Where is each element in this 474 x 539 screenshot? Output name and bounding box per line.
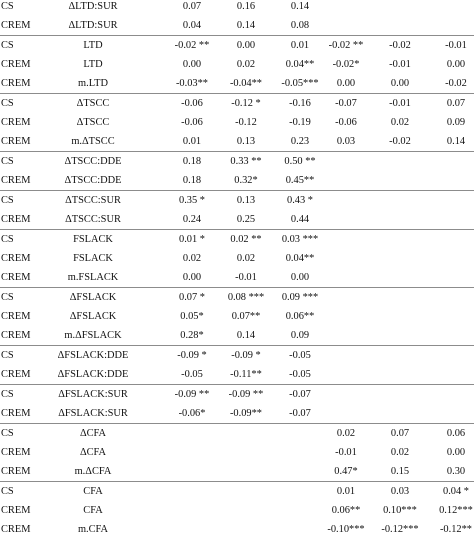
coefficient-cell: -0.10*** bbox=[327, 524, 365, 535]
coefficient-cell: -0.07 bbox=[289, 408, 311, 419]
variable-label: CFA bbox=[83, 505, 103, 516]
variable-label: ΔTSCC:DDE bbox=[64, 156, 122, 167]
coefficient-cell: 0.43 * bbox=[287, 195, 313, 206]
coefficient-cell: 0.05* bbox=[180, 311, 204, 322]
model-label: CS bbox=[1, 40, 14, 51]
coefficient-cell: 0.07** bbox=[231, 311, 261, 322]
model-label: CREM bbox=[1, 117, 31, 128]
coefficient-cell: -0.16 bbox=[289, 98, 311, 109]
coefficient-cell: 0.44 bbox=[290, 214, 310, 225]
model-label: CREM bbox=[1, 330, 31, 341]
coefficient-cell: 0.09 bbox=[290, 330, 310, 341]
coefficient-cell: 0.32* bbox=[234, 175, 258, 186]
coefficient-cell: 0.14 bbox=[446, 136, 466, 147]
coefficient-cell: 0.08 bbox=[290, 20, 310, 31]
model-label: CREM bbox=[1, 59, 31, 70]
table-row bbox=[0, 404, 474, 423]
coefficient-cell: 0.00 bbox=[446, 447, 466, 458]
coefficient-cell: 0.03 *** bbox=[281, 234, 319, 245]
table-row bbox=[0, 132, 474, 151]
coefficient-cell: 0.02 bbox=[236, 253, 256, 264]
table-row bbox=[0, 113, 474, 132]
variable-label: LTD bbox=[83, 59, 103, 70]
coefficient-cell: -0.06 bbox=[181, 98, 203, 109]
coefficient-cell: 0.01 bbox=[290, 40, 310, 51]
coefficient-cell: 0.04 * bbox=[443, 486, 469, 497]
model-label: CREM bbox=[1, 524, 31, 535]
coefficient-cell: -0.07 bbox=[335, 98, 357, 109]
coefficient-cell: 0.01 * bbox=[179, 234, 205, 245]
table-row bbox=[0, 501, 474, 520]
coefficient-cell: -0.05 bbox=[289, 350, 311, 361]
table-row bbox=[0, 384, 474, 404]
coefficient-cell: -0.02 bbox=[389, 136, 411, 147]
variable-label: m.ΔTSCC bbox=[71, 136, 115, 147]
table-row bbox=[0, 268, 474, 287]
coefficient-cell: 0.00 bbox=[236, 40, 256, 51]
variable-label: CFA bbox=[83, 486, 103, 497]
variable-label: ΔFSLACK:SUR bbox=[58, 408, 128, 419]
coefficient-cell: -0.01 bbox=[235, 272, 257, 283]
model-label: CS bbox=[1, 98, 14, 109]
coefficient-cell: -0.09 * bbox=[177, 350, 207, 361]
variable-label: m.ΔCFA bbox=[74, 466, 112, 477]
coefficient-cell: 0.02 bbox=[390, 117, 410, 128]
variable-label: ΔTSCC:SUR bbox=[65, 214, 121, 225]
coefficient-cell: 0.04 bbox=[182, 20, 202, 31]
table-row bbox=[0, 307, 474, 326]
coefficient-cell: 0.13 bbox=[236, 136, 256, 147]
coefficient-cell: -0.02 bbox=[389, 40, 411, 51]
coefficient-cell: -0.19 bbox=[289, 117, 311, 128]
model-label: CS bbox=[1, 292, 14, 303]
table-row bbox=[0, 190, 474, 210]
coefficient-cell: 0.47* bbox=[334, 466, 358, 477]
table-row bbox=[0, 74, 474, 93]
model-label: CREM bbox=[1, 369, 31, 380]
coefficient-cell: 0.06** bbox=[285, 311, 315, 322]
coefficient-cell: -0.09 * bbox=[231, 350, 261, 361]
model-label: CREM bbox=[1, 466, 31, 477]
coefficient-cell: 0.00 bbox=[182, 272, 202, 283]
model-label: CS bbox=[1, 1, 14, 12]
coefficient-cell: 0.15 bbox=[390, 466, 410, 477]
coefficient-cell: 0.01 bbox=[336, 486, 356, 497]
coefficient-cell: 0.45** bbox=[285, 175, 315, 186]
table-row bbox=[0, 229, 474, 249]
coefficient-cell: -0.02 ** bbox=[328, 40, 364, 51]
coefficient-cell: -0.12** bbox=[439, 524, 473, 535]
coefficient-cell: 0.00 bbox=[182, 59, 202, 70]
table-row bbox=[0, 210, 474, 229]
coefficient-cell: -0.12 * bbox=[231, 98, 261, 109]
variable-label: ΔLTD:SUR bbox=[68, 20, 118, 31]
variable-label: ΔFSLACK:SUR bbox=[58, 389, 128, 400]
table-row bbox=[0, 93, 474, 113]
table-row bbox=[0, 171, 474, 190]
coefficient-cell: 0.02 bbox=[236, 59, 256, 70]
model-label: CREM bbox=[1, 78, 31, 89]
coefficient-cell: 0.14 bbox=[236, 330, 256, 341]
model-label: CREM bbox=[1, 136, 31, 147]
coefficient-cell: 0.50 ** bbox=[284, 156, 316, 167]
coefficient-cell: 0.14 bbox=[290, 1, 310, 12]
coefficient-cell: -0.02 ** bbox=[174, 40, 210, 51]
variable-label: ΔTSCC:SUR bbox=[65, 195, 121, 206]
table-row bbox=[0, 443, 474, 462]
coefficient-cell: 0.00 bbox=[290, 272, 310, 283]
coefficient-cell: -0.05*** bbox=[281, 78, 319, 89]
table-row bbox=[0, 151, 474, 171]
coefficient-cell: -0.02* bbox=[332, 59, 360, 70]
coefficient-cell: -0.05 bbox=[181, 369, 203, 380]
coefficient-cell: 0.13 bbox=[236, 195, 256, 206]
coefficient-cell: -0.02 bbox=[445, 78, 467, 89]
model-label: CS bbox=[1, 195, 14, 206]
coefficient-cell: -0.01 bbox=[335, 447, 357, 458]
model-label: CS bbox=[1, 234, 14, 245]
coefficient-cell: 0.09 bbox=[446, 117, 466, 128]
coefficient-cell: 0.01 bbox=[182, 136, 202, 147]
coefficient-cell: 0.09 *** bbox=[281, 292, 319, 303]
variable-label: m.ΔFSLACK bbox=[64, 330, 122, 341]
coefficient-cell: 0.00 bbox=[390, 78, 410, 89]
coefficient-cell: 0.00 bbox=[336, 78, 356, 89]
coefficient-cell: 0.04** bbox=[285, 59, 315, 70]
variable-label: ΔTSCC bbox=[76, 117, 110, 128]
model-label: CREM bbox=[1, 214, 31, 225]
variable-label: m.CFA bbox=[77, 524, 109, 535]
coefficient-cell: 0.06 bbox=[446, 428, 466, 439]
model-label: CS bbox=[1, 486, 14, 497]
coefficient-cell: 0.14 bbox=[236, 20, 256, 31]
coefficient-cell: 0.03 bbox=[390, 486, 410, 497]
coefficient-cell: -0.09** bbox=[229, 408, 263, 419]
coefficient-cell: 0.04** bbox=[285, 253, 315, 264]
variable-label: ΔFSLACK bbox=[69, 292, 117, 303]
table-row bbox=[0, 481, 474, 501]
coefficient-cell: 0.16 bbox=[236, 1, 256, 12]
model-label: CREM bbox=[1, 253, 31, 264]
coefficient-cell: -0.01 bbox=[445, 40, 467, 51]
coefficient-cell: 0.10*** bbox=[383, 505, 417, 516]
variable-label: m.LTD bbox=[78, 78, 108, 89]
coefficient-cell: 0.30 bbox=[446, 466, 466, 477]
table-row bbox=[0, 55, 474, 74]
coefficient-cell: -0.03** bbox=[175, 78, 209, 89]
coefficient-cell: -0.06 bbox=[181, 117, 203, 128]
table-row bbox=[0, 365, 474, 384]
model-label: CS bbox=[1, 389, 14, 400]
variable-label: LTD bbox=[83, 40, 103, 51]
coefficient-cell: 0.24 bbox=[182, 214, 202, 225]
coefficient-cell: -0.01 bbox=[389, 98, 411, 109]
coefficient-cell: 0.07 bbox=[390, 428, 410, 439]
variable-label: ΔCFA bbox=[79, 428, 107, 439]
coefficient-cell: -0.06 bbox=[335, 117, 357, 128]
coefficient-cell: 0.18 bbox=[182, 175, 202, 186]
coefficient-cell: -0.11** bbox=[230, 369, 262, 380]
coefficient-cell: -0.04** bbox=[229, 78, 263, 89]
coefficient-cell: 0.00 bbox=[446, 59, 466, 70]
coefficient-cell: 0.02 ** bbox=[230, 234, 262, 245]
coefficient-cell: -0.09 ** bbox=[228, 389, 264, 400]
model-label: CS bbox=[1, 350, 14, 361]
variable-label: ΔTSCC bbox=[76, 98, 110, 109]
coefficient-cell: 0.12*** bbox=[439, 505, 473, 516]
table-row bbox=[0, 249, 474, 268]
variable-label: ΔCFA bbox=[79, 447, 107, 458]
variable-label: ΔFSLACK:DDE bbox=[57, 369, 129, 380]
coefficient-cell: 0.06** bbox=[331, 505, 361, 516]
coefficient-cell: 0.28* bbox=[180, 330, 204, 341]
variable-label: ΔTSCC:DDE bbox=[64, 175, 122, 186]
coefficient-cell: -0.12 bbox=[235, 117, 257, 128]
model-label: CREM bbox=[1, 272, 31, 283]
table-row bbox=[0, 0, 474, 16]
model-label: CREM bbox=[1, 408, 31, 419]
variable-label: m.FSLACK bbox=[67, 272, 119, 283]
table-row bbox=[0, 35, 474, 55]
model-label: CREM bbox=[1, 311, 31, 322]
model-label: CS bbox=[1, 428, 14, 439]
table-row bbox=[0, 462, 474, 481]
model-label: CREM bbox=[1, 175, 31, 186]
coefficient-cell: -0.12*** bbox=[381, 524, 419, 535]
coefficient-cell: 0.07 bbox=[182, 1, 202, 12]
coefficient-cell: 0.33 ** bbox=[230, 156, 262, 167]
coefficient-cell: -0.01 bbox=[389, 59, 411, 70]
variable-label: FSLACK bbox=[73, 234, 113, 245]
model-label: CREM bbox=[1, 20, 31, 31]
coefficient-cell: -0.06* bbox=[178, 408, 206, 419]
coefficient-cell: 0.25 bbox=[236, 214, 256, 225]
model-label: CREM bbox=[1, 447, 31, 458]
coefficient-cell: -0.05 bbox=[289, 369, 311, 380]
coefficient-cell: 0.02 bbox=[390, 447, 410, 458]
variable-label: ΔLTD:SUR bbox=[68, 1, 118, 12]
table-row bbox=[0, 520, 474, 539]
table-row bbox=[0, 16, 474, 35]
coefficient-cell: 0.03 bbox=[336, 136, 356, 147]
table-row bbox=[0, 423, 474, 443]
table-row bbox=[0, 345, 474, 365]
variable-label: ΔFSLACK:DDE bbox=[57, 350, 129, 361]
variable-label: FSLACK bbox=[73, 253, 113, 264]
coefficient-cell: 0.08 *** bbox=[227, 292, 265, 303]
coefficient-cell: 0.07 * bbox=[179, 292, 205, 303]
coefficient-cell: 0.02 bbox=[336, 428, 356, 439]
table-row bbox=[0, 326, 474, 345]
coefficient-cell: 0.23 bbox=[290, 136, 310, 147]
coefficient-cell: -0.07 bbox=[289, 389, 311, 400]
coefficient-cell: 0.02 bbox=[182, 253, 202, 264]
coefficient-cell: -0.09 ** bbox=[174, 389, 210, 400]
table-row bbox=[0, 287, 474, 307]
coefficient-cell: 0.35 * bbox=[179, 195, 205, 206]
model-label: CS bbox=[1, 156, 14, 167]
coefficient-cell: 0.18 bbox=[182, 156, 202, 167]
variable-label: ΔFSLACK bbox=[69, 311, 117, 322]
coefficient-cell: 0.07 bbox=[446, 98, 466, 109]
model-label: CREM bbox=[1, 505, 31, 516]
